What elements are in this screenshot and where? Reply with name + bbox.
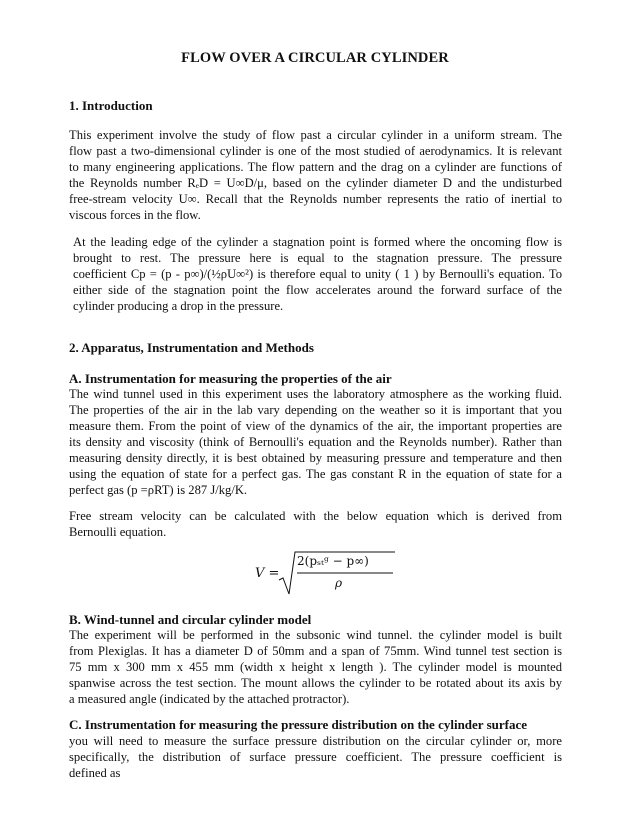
- text-line: coefficient Cp = (p - p∞)/(½ρU∞²) is therefore equal to unity ( 1 ) by Bernoulli's equation. To: [73, 267, 562, 281]
- subsection-heading-a: A. Instrumentation for measuring the properties of the air: [69, 371, 392, 386]
- text-line: measure them. From the point of view of the dynamics of the air, the important properties are: [69, 419, 562, 433]
- equation-numerator: 2(pₛₜᵍ − p∞): [297, 554, 369, 568]
- text-line: defined as: [69, 766, 121, 780]
- text-line: At the leading edge of the cylinder a stagnation point is formed where the oncoming flow is: [73, 235, 562, 249]
- section-heading-apparatus: 2. Apparatus, Instrumentation and Methods: [69, 340, 314, 355]
- section-heading-introduction: 1. Introduction: [69, 98, 153, 113]
- text-line: from Plexiglas. It has a diameter D of 50mm and a span of 75mm. Wind tunnel test section is: [69, 644, 562, 658]
- document-title: FLOW OVER A CIRCULAR CYLINDER: [181, 50, 449, 66]
- text-line: measuring density directly, it is best obtained by measuring pressure and temperature and then: [69, 451, 562, 465]
- text-line: you will need to measure the surface pressure distribution on the circular cylinder or, more: [69, 734, 562, 748]
- text-line: Bernoulli equation.: [69, 525, 167, 539]
- equation-denominator: ρ: [335, 576, 343, 590]
- text-line: using the equation of state for a perfect gas. The gas constant R in the equation of state for a: [69, 467, 562, 481]
- text-line: its density and viscosity (think of Bernoulli's equation and the Reynolds number). Rather than: [69, 435, 562, 449]
- intro-paragraph-1: [69, 127, 562, 223]
- text-line: either side of the stagnation point the flow accelerates around the forward surface of the: [73, 283, 562, 297]
- text-line: The experiment will be performed in the subsonic wind tunnel. the cylinder model is built: [69, 628, 562, 642]
- text-line: perfect gas (p =ρRT) is 287 J/kg/K.: [69, 483, 248, 497]
- section-c-paragraph: [69, 733, 562, 781]
- equation-lhs: V =: [255, 566, 280, 581]
- text-line: viscous forces in the flow.: [69, 208, 201, 222]
- text-line: Free stream velocity can be calculated with the below equation which is derived from: [69, 509, 562, 523]
- section-a-paragraph-1: [69, 386, 562, 498]
- subsection-heading-c: C. Instrumentation for measuring the pressure distribution on the cylinder surface: [69, 717, 528, 732]
- text-line: cylinder producing a drop in the pressure.: [73, 299, 284, 313]
- text-line: to many engineering applications. The flow pattern and the drag on a cylinder are functions of: [69, 160, 562, 174]
- section-b-paragraph: [69, 627, 562, 707]
- intro-paragraph-2: [73, 234, 562, 314]
- text-line: free-stream velocity U∞. Recall that the Reynolds number represents the ratio of inertial to: [69, 192, 562, 206]
- text-line: the Reynolds number RₑD = U∞D/μ, based on the cylinder diameter D and the undisturbed: [69, 176, 562, 190]
- text-line: spanwise across the test section. The mount allows the cylinder to be rotated about its axis by: [69, 676, 562, 690]
- text-line: brought to rest. The pressure here is equal to the stagnation pressure. The pressure: [73, 251, 562, 265]
- section-a-paragraph-2: [69, 508, 562, 540]
- velocity-equation: [255, 550, 395, 596]
- subsection-heading-b: B. Wind-tunnel and circular cylinder model: [69, 612, 312, 627]
- text-line: specifically, the distribution of surface pressure coefficient. The pressure coefficient is: [69, 750, 562, 764]
- text-line: This experiment involve the study of flow past a circular cylinder in a uniform stream. The: [69, 128, 562, 142]
- text-line: The wind tunnel used in this experiment uses the laboratory atmosphere as the working fluid.: [69, 387, 562, 401]
- text-line: 75 mm x 300 mm x 455 mm (width x height x length ). The cylinder model is mounted: [69, 660, 562, 674]
- text-line: The properties of the air in the lab vary depending on the weather so it is important that you: [69, 403, 562, 417]
- text-line: a measured angle (indicated by the attached protractor).: [69, 692, 350, 706]
- text-line: flow past a two-dimensional cylinder is one of the most studied of aerodynamics. It is relevant: [69, 144, 562, 158]
